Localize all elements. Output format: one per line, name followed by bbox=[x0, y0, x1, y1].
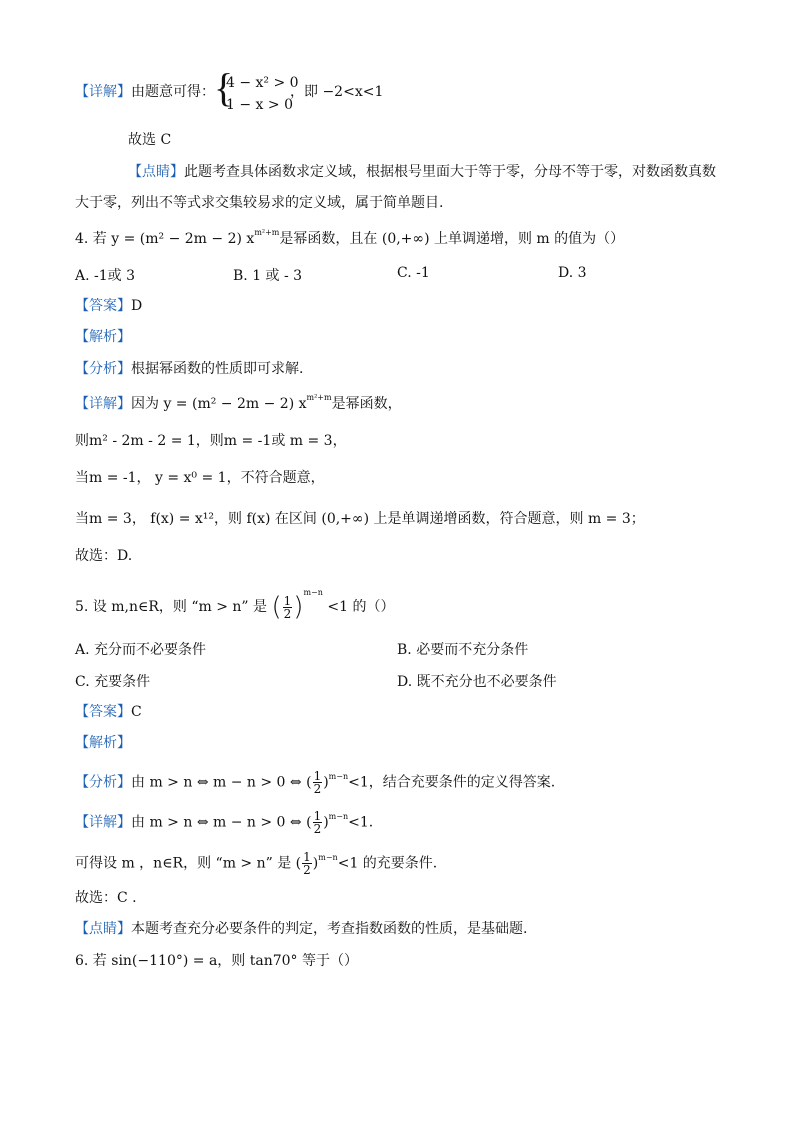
q4-option-c: C. -1 bbox=[397, 265, 430, 281]
q4-answer bbox=[75, 296, 142, 316]
q4-fenxi bbox=[75, 359, 303, 379]
comment-text-1: 此题考查具体函数求定义域，根据根号里面大于等于零，分母不等于零，对数函数真数 bbox=[184, 164, 716, 180]
answer-tag: 【答案】 bbox=[75, 298, 131, 314]
inequality-system bbox=[226, 72, 299, 116]
detail-frac-den: 2 bbox=[313, 822, 322, 836]
q5-choose: 故选：C . bbox=[75, 890, 137, 906]
left-paren: ( bbox=[271, 592, 282, 622]
fraction-den: 2 bbox=[283, 606, 292, 621]
detail-tag: 【详解】 bbox=[75, 396, 131, 412]
inequality-1: 4 − x² > 0 bbox=[226, 75, 299, 91]
q4-detail-4: 当m = 3， f(x) = x¹²，则 f(x) 在区间 (0,+∞) 上是单调递增函数，符合题意，则 m = 3； bbox=[75, 511, 645, 527]
fenxi-b: ) bbox=[323, 774, 329, 791]
q5-option-b: B. 必要而不充分条件 bbox=[397, 642, 529, 658]
detail-fraction bbox=[313, 810, 323, 835]
detail-c: <1. bbox=[348, 814, 374, 831]
conclusion-frac-num: 1 bbox=[303, 850, 311, 864]
q5-option-a: A. 充分而不必要条件 bbox=[75, 642, 207, 658]
q5-answer bbox=[75, 702, 142, 722]
conclusion-fraction bbox=[302, 851, 312, 876]
detail-exp: m−n bbox=[328, 811, 349, 821]
detail-1a: 因为 y = (m² − 2m − 2) x bbox=[131, 396, 307, 412]
detail-tag: 【详解】 bbox=[75, 84, 131, 100]
q3-detail-line bbox=[75, 82, 215, 102]
q4-stem bbox=[75, 229, 624, 249]
detail-tail: ，即 −2<x<1 bbox=[290, 84, 384, 100]
fenxi-text: 根据幂函数的性质即可求解. bbox=[131, 361, 304, 377]
answer-tag: 【答案】 bbox=[75, 704, 131, 720]
q5-option-d: D. 既不充分也不必要条件 bbox=[397, 674, 557, 690]
q4-option-a: A. -1或 3 bbox=[75, 268, 136, 284]
conclusion-a: 可得设 m ，n∈R，则 “m > n” 是 ( bbox=[75, 855, 302, 872]
conclusion-exp: m−n bbox=[318, 852, 338, 862]
fenxi-exp: m−n bbox=[328, 771, 349, 781]
conclusion-b: ) bbox=[312, 855, 319, 872]
q4-analysis-tag: 【解析】 bbox=[75, 329, 131, 345]
inequality-2: 1 − x > 0 bbox=[226, 97, 293, 113]
comment-text: 本题考查充分必要条件的判定，考查指数函数的性质，是基础题. bbox=[131, 921, 528, 937]
fenxi-a: 由 m > n ⇔ m − n > 0 ⇔ ( bbox=[131, 774, 312, 791]
q4-detail-1 bbox=[75, 394, 402, 414]
q5-comment bbox=[75, 919, 527, 939]
detail-tag: 【详解】 bbox=[75, 814, 131, 831]
q5-stem-b: <1 的（） bbox=[327, 599, 395, 615]
system-brace: { bbox=[214, 65, 234, 110]
fenxi-tag: 【分析】 bbox=[75, 361, 131, 377]
q6-stem: 6. 若 sin(−110°) = a，则 tan70° 等于（） bbox=[75, 953, 358, 969]
detail-a: 由 m > n ⇔ m − n > 0 ⇔ ( bbox=[131, 814, 312, 831]
detail-frac-num: 1 bbox=[313, 809, 322, 823]
detail-1b: 是幂函数， bbox=[331, 396, 402, 412]
detail-lead: 由题意可得： bbox=[131, 84, 215, 100]
comment-tag: 【点睛】 bbox=[75, 921, 131, 937]
q4-stem-a: 4. 若 y = (m² − 2m − 2) x bbox=[75, 231, 255, 247]
detail-1-exp: m²+m bbox=[306, 393, 332, 403]
q5-option-c: C. 充要条件 bbox=[75, 674, 151, 690]
q4-stem-exp: m²+m bbox=[254, 228, 280, 238]
q4-option-d: D. 3 bbox=[558, 265, 587, 281]
right-paren: ) bbox=[293, 592, 304, 622]
fraction-num: 1 bbox=[283, 593, 292, 608]
detail-b: ) bbox=[323, 814, 329, 831]
answer-value: C bbox=[131, 704, 142, 720]
conclusion-frac-den: 2 bbox=[303, 863, 311, 877]
q4-detail-5: 故选：D. bbox=[75, 548, 133, 564]
fenxi-c: <1，结合充要条件的定义得答案. bbox=[348, 774, 556, 791]
q5-detail bbox=[75, 810, 373, 835]
answer-value: D bbox=[131, 298, 143, 314]
q5-fenxi bbox=[75, 770, 555, 795]
q5-stem bbox=[75, 588, 395, 622]
q4-option-b: B. 1 或 - 3 bbox=[233, 268, 303, 284]
q5-stem-a: 5. 设 m,n∈R，则 “m > n” 是 bbox=[75, 599, 268, 615]
q4-detail-2: 则m² - 2m - 2 = 1，则m = -1或 m = 3， bbox=[75, 433, 347, 449]
q5-conclusion bbox=[75, 851, 437, 876]
q4-stem-b: 是幂函数，且在 (0,+∞) 上单调递增，则 m 的值为（） bbox=[279, 231, 625, 247]
q3-comment-line1 bbox=[128, 162, 716, 182]
q3-comment-line2: 大于零，列出不等式求交集较易求的定义域，属于简单题目. bbox=[75, 195, 444, 211]
fenxi-fraction bbox=[313, 770, 323, 795]
q5-exp: m−n bbox=[303, 588, 323, 598]
q4-detail-3: 当m = -1， y = x⁰ = 1，不符合题意， bbox=[75, 470, 325, 486]
comment-tag: 【点睛】 bbox=[128, 164, 184, 180]
fenxi-frac-den: 2 bbox=[313, 782, 322, 796]
q5-analysis-tag: 【解析】 bbox=[75, 735, 131, 751]
conclusion-c: <1 的充要条件. bbox=[337, 855, 438, 872]
q3-choose: 故选 C bbox=[128, 132, 172, 148]
fenxi-frac-num: 1 bbox=[313, 769, 322, 783]
fenxi-tag: 【分析】 bbox=[75, 774, 131, 791]
fraction bbox=[283, 595, 293, 620]
